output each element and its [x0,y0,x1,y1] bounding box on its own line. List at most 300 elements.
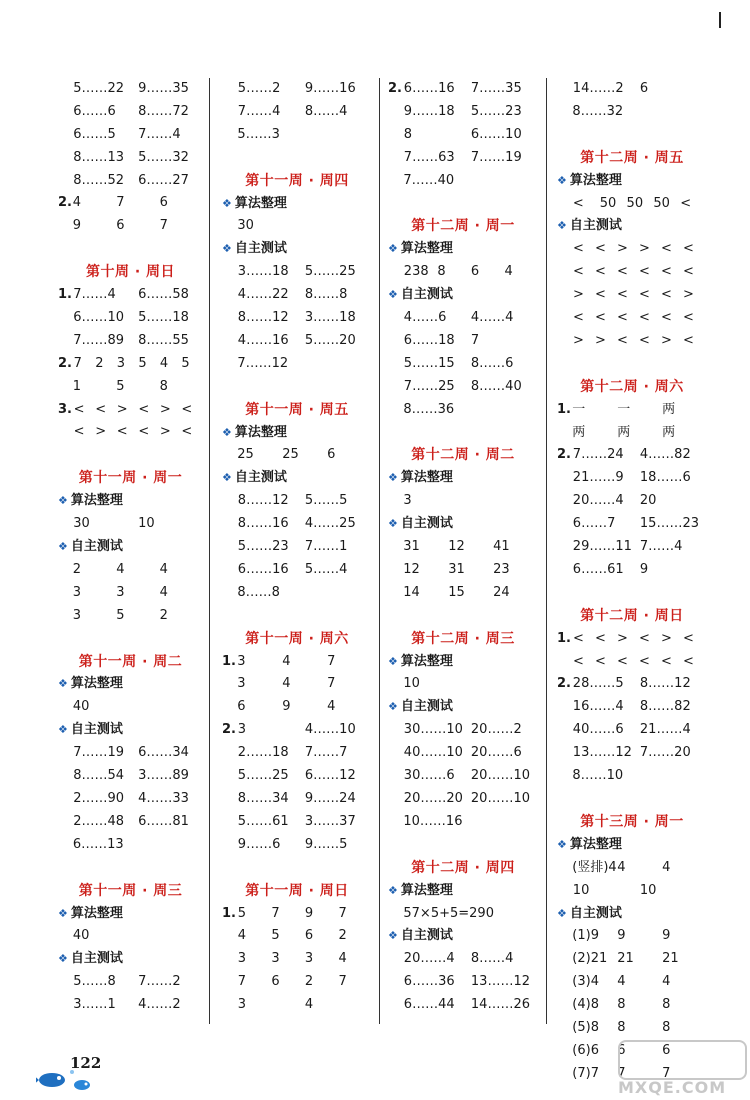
answer-cell: 6 [617,1042,626,1058]
answer-cell: 8 [437,264,446,280]
answer-cell: 8 [403,126,413,142]
answer-cell: 5……8 [73,974,116,990]
answer-cell: > [595,332,606,348]
answer-cell: 16……4 [572,699,624,715]
answer-cell: 25 [237,447,254,463]
indent-spacer [222,925,238,948]
answer-cell: 10 [403,676,420,692]
answer-cell: 21……9 [572,470,624,486]
answer-cell: 31 [403,539,420,555]
answer-cell: 3 [116,584,125,600]
diamond-bullet-icon: ❖ [58,952,68,966]
answer-row [222,719,372,742]
answer-cell: 5……23 [237,539,289,555]
answer-row [557,651,707,674]
answer-row [58,971,203,994]
answer-row [222,651,372,674]
column-divider [209,78,210,1024]
subsection-label: 自主测试 [70,722,123,738]
answer-row [557,536,707,559]
answer-cell: < [181,401,193,417]
answer-cell: 50 [626,195,644,211]
answer-row [557,994,707,1017]
column-divider [546,78,547,1024]
indent-spacer [58,101,73,124]
indent-spacer [388,101,404,124]
answer-cell: 20……20 [403,790,463,806]
answer-row [557,696,707,719]
answer-cell: 3 [116,355,126,371]
indent-spacer [388,948,404,971]
answer-cell: (6)6 [572,1042,599,1058]
answer-row [222,903,372,926]
answer-cell: 8……40 [470,378,522,394]
answer-cell: 4 [304,997,314,1013]
answer-row [557,307,707,330]
answer-cell: > [661,630,672,646]
answer-cell: 4……25 [304,516,356,532]
answer-cell: 4……4 [470,310,514,326]
indent-spacer [222,124,237,147]
answer-cell: 6……6 [73,103,116,119]
answer-row [388,536,538,559]
answer-cell: 7……20 [639,745,691,761]
indent-spacer [58,925,73,948]
answer-cell: 4 [327,699,336,715]
indent-spacer [58,170,73,193]
answer-cell: 13……12 [470,974,530,990]
section-title: 第十二周 · 周二 [411,447,515,464]
indent-spacer [388,261,404,284]
answer-cell: < [617,653,628,669]
answer-cell: 9 [662,928,671,944]
indent-spacer [222,444,237,467]
answer-cell: 8……36 [403,401,455,417]
indent-spacer [557,422,572,445]
subsection-label: 算法整理 [234,195,287,211]
answer-cell: 50 [599,195,617,211]
section-gap [557,124,707,147]
subsection-label: 自主测试 [70,951,123,967]
answer-cell: < [595,630,606,646]
answer-cell: 25 [282,447,299,463]
answer-cell: (竖排)4 [572,859,617,875]
indent-spacer [557,880,573,903]
indent-spacer [388,559,403,582]
subsection-heading [222,238,372,261]
section-title: 第十二周 · 周日 [580,607,684,624]
answer-row [58,742,203,765]
indent-spacer [58,994,73,1017]
indent-spacer [557,78,573,101]
answer-row [58,765,203,788]
indent-spacer [557,467,573,490]
answer-row [557,101,707,124]
answer-cell: 4……82 [639,447,691,463]
answer-cell: 9 [617,928,626,944]
answer-cell: < [661,264,672,280]
answer-cell: (2)21 [572,951,608,967]
answer-cell: 9……35 [138,81,189,96]
indent-spacer [557,513,573,536]
answer-cell: 20……10 [470,790,530,806]
indent-spacer [557,238,573,261]
subsection-label: 算法整理 [569,172,622,188]
indent-spacer [557,1040,572,1063]
indent-spacer [222,696,237,719]
subsection-label: 算法整理 [234,424,287,440]
answer-row [388,971,538,994]
answer-cell: 57×5+5=290 [403,905,494,921]
answer-cell: 4……33 [138,790,189,806]
answer-row [557,971,707,994]
subsection-heading [58,673,203,696]
section-gap [58,238,203,261]
answer-cell: < [595,287,606,303]
answer-cell: < [683,630,694,646]
answer-row [557,719,707,742]
diamond-bullet-icon: ❖ [58,540,68,554]
answer-cell: 20……10 [470,768,530,784]
answer-cell: 4 [159,355,169,371]
answer-cell: 8……13 [73,149,125,165]
answer-cell: 7……40 [403,172,455,188]
indent-spacer [388,788,404,811]
answer-cell: 5……20 [304,332,356,348]
answer-row [58,421,203,444]
diamond-bullet-icon: ❖ [388,288,398,302]
diamond-bullet-icon: ❖ [557,906,567,920]
answer-cell: 3 [237,653,246,669]
answer-row [222,284,372,307]
subsection-label: 算法整理 [400,241,453,257]
answer-cell: 10 [138,516,155,532]
answer-column-1 [58,78,203,1020]
answer-cell: < [595,241,606,257]
answer-row [222,582,372,605]
indent-spacer [222,353,237,376]
answer-row [222,971,372,994]
column-divider [379,78,380,1024]
subsection-heading [557,903,707,926]
answer-cell: 4 [116,561,125,577]
answer-cell: 9……16 [304,81,356,96]
answer-cell: > [159,401,171,417]
answer-cell: > [617,241,628,257]
subsection-label: 自主测试 [234,241,287,257]
subsection-label: 算法整理 [400,882,453,898]
answer-row [222,788,372,811]
answer-row [58,696,203,719]
answer-cell: < [639,287,650,303]
answer-cell: 3……37 [304,813,356,829]
answer-row [58,811,203,834]
answer-cell: 6……61 [572,561,624,577]
answer-cell: 14……26 [470,997,530,1013]
answer-cell: 7 [271,905,280,921]
question-number: 3. [58,401,72,417]
answer-cell: 7 [73,355,82,371]
subsection-heading [388,513,538,536]
answer-cell: < [639,332,650,348]
answer-cell: 4 [617,974,626,990]
answer-row [58,101,203,124]
answer-cell: < [661,241,672,257]
answer-cell: 12 [403,561,420,577]
answer-cell: 7……25 [403,378,455,394]
answer-cell: 5 [237,905,247,921]
answer-cell: 7……63 [403,149,455,165]
answer-cell: 9……5 [304,836,348,852]
answer-row [222,742,372,765]
answer-cell: 40 [72,699,90,715]
answer-cell: 14 [403,584,420,600]
subsection-heading [388,651,538,674]
subsection-heading [222,193,372,216]
diamond-bullet-icon: ❖ [58,677,68,691]
answer-row [557,444,707,467]
answer-cell: < [683,332,694,348]
answer-cell: 6……18 [403,332,455,348]
answer-cell: 4……10 [304,722,356,738]
answer-cell: 4 [159,561,168,577]
answer-cell: (4)8 [572,997,599,1013]
subsection-heading [388,238,538,261]
answer-cell: 21 [617,951,634,967]
diamond-bullet-icon: ❖ [388,471,398,485]
section-gap [557,788,707,811]
answer-row [222,559,372,582]
answer-cell: 3 [237,997,247,1013]
answer-cell: < [661,653,672,669]
section-title: 第十一周 · 周三 [78,882,183,899]
answer-cell: < [617,287,628,303]
answer-cell: 两 [662,401,676,417]
answer-cell: 7……12 [237,355,289,371]
answer-cell: 3 [304,951,314,967]
answer-cell: 21……4 [639,722,691,738]
answer-row [388,582,538,605]
answer-row [557,628,707,651]
answer-cell: 3 [237,951,247,967]
answer-cell: 3 [403,493,412,509]
answer-cell: 6……5 [73,126,116,142]
section-title: 第十二周 · 周六 [580,378,684,395]
answer-cell: 一 [617,401,631,417]
answer-cell: 3……18 [237,264,289,280]
answer-cell: < [639,630,650,646]
indent-spacer [388,673,403,696]
answer-cell: 7……2 [138,974,181,990]
diamond-bullet-icon: ❖ [388,700,398,714]
answer-cell: 8……82 [639,699,691,715]
answer-cell: 2……90 [73,790,125,806]
answer-row [388,353,538,376]
subsection-heading [388,925,538,948]
subsection-label: 算法整理 [70,905,123,921]
answer-cell: < [595,264,606,280]
answer-cell: 6……44 [403,997,455,1013]
answer-cell: 6……12 [304,768,356,784]
answer-cell: 3 [237,676,246,692]
answer-row [557,78,707,101]
answer-cell: 6……13 [72,836,124,852]
answer-cell: 2 [159,607,168,623]
answer-row [557,284,707,307]
answer-cell: 20……4 [572,493,624,509]
diamond-bullet-icon: ❖ [388,883,398,897]
indent-spacer [58,834,73,857]
answer-cell: < [639,653,650,669]
answer-cell: 4 [662,974,671,990]
answer-cell: > [661,332,672,348]
indent-spacer [222,742,238,765]
indent-spacer [222,582,237,605]
answer-row [222,307,372,330]
answer-cell: 8……32 [572,103,624,119]
watermark-logo-icon [618,1040,747,1080]
answer-cell: < [617,264,628,280]
answer-cell: (5)8 [572,1019,599,1035]
answer-cell: 15 [448,584,465,600]
diamond-bullet-icon: ❖ [58,723,68,737]
answer-cell: 30……10 [403,722,463,738]
indent-spacer [222,284,238,307]
answer-row [58,788,203,811]
indent-spacer [222,994,238,1017]
answer-cell: 7 [327,676,336,692]
answer-cell: 4 [617,859,626,875]
subsection-heading [222,422,372,445]
indent-spacer [557,490,573,513]
answer-row [388,101,538,124]
indent-spacer [388,376,404,399]
answer-row [58,147,203,170]
answer-cell: 7……4 [639,539,683,555]
answer-cell: 8……12 [639,676,691,692]
answer-row [388,147,538,170]
subsection-heading [388,696,538,719]
answer-cell: 6……27 [138,172,189,188]
answer-cell: 6……10 [470,126,522,142]
diamond-bullet-icon: ❖ [222,196,232,210]
answer-row [388,376,538,399]
answer-cell: 5 [271,928,280,944]
answer-cell: (3)4 [572,974,599,990]
indent-spacer [388,994,404,1017]
indent-spacer [58,513,73,536]
question-number: 2. [58,195,72,211]
answer-row [58,307,203,330]
answer-row [388,788,538,811]
answer-column-3 [388,78,538,1020]
answer-row [557,765,707,788]
answer-cell: 6 [116,218,125,234]
answer-row [388,490,538,513]
answer-row [222,215,372,238]
answer-row [58,353,203,376]
subsection-heading [557,834,707,857]
answer-row [388,559,538,582]
answer-row [557,330,707,353]
answer-cell: < [683,310,694,326]
indent-spacer [557,857,572,880]
indent-spacer [58,376,73,399]
answer-cell: 9 [304,905,314,921]
answer-cell: 8……72 [138,103,189,119]
answer-row [222,925,372,948]
answer-cell: 4……22 [237,287,289,303]
subsection-heading [58,536,203,559]
subsection-label: 自主测试 [400,516,453,532]
section-title: 第十二周 · 周四 [411,859,515,876]
answer-cell: 8 [159,378,168,394]
answer-cell: 15……23 [639,516,699,532]
answer-row [58,605,203,628]
indent-spacer [222,834,238,857]
answer-cell: 9……24 [304,790,356,806]
section-gap [222,147,372,170]
section-title: 第十一周 · 周四 [245,172,349,189]
answer-cell: 7 [338,905,347,921]
answer-row [557,925,707,948]
answer-row [388,124,538,147]
indent-spacer [58,742,73,765]
answer-row [222,353,372,376]
indent-spacer [388,582,403,605]
answer-row [557,513,707,536]
indent-spacer [58,330,73,353]
subsection-heading [388,880,538,903]
indent-spacer [58,124,73,147]
answer-cell: 7 [470,332,480,348]
indent-spacer [222,101,238,124]
answer-cell: < [595,653,606,669]
diamond-bullet-icon: ❖ [58,906,68,920]
answer-cell: 4 [282,676,291,692]
indent-spacer [388,330,404,353]
indent-spacer [222,261,238,284]
indent-spacer [557,284,573,307]
answer-cell: 5……25 [304,264,356,280]
answer-cell: 5……22 [73,81,125,96]
answer-cell: 4 [282,653,291,669]
answer-cell: 7 [338,974,347,990]
answer-cell: 两 [572,424,586,440]
answer-cell: 3……89 [138,768,189,784]
answer-cell: 4 [72,195,82,211]
section-gap [58,628,203,651]
question-number: 2. [557,676,571,692]
answer-row [388,261,538,284]
indent-spacer [557,765,572,788]
answer-cell: > [639,241,650,257]
answer-cell: < [138,424,150,440]
watermark-url: MXQE.COM [618,1078,727,1097]
answer-cell: < [661,287,672,303]
answer-cell: 6……7 [572,516,616,532]
section-gap [388,421,538,444]
answer-row [557,490,707,513]
answer-cell: < [138,401,150,417]
answer-cell: 20……2 [470,722,522,738]
answer-row [222,78,372,101]
answer-row [557,399,707,422]
answer-cell: 2 [304,974,314,990]
indent-spacer [222,215,237,238]
answer-cell: 4……2 [138,997,181,1013]
subsection-label: 自主测试 [569,905,622,921]
